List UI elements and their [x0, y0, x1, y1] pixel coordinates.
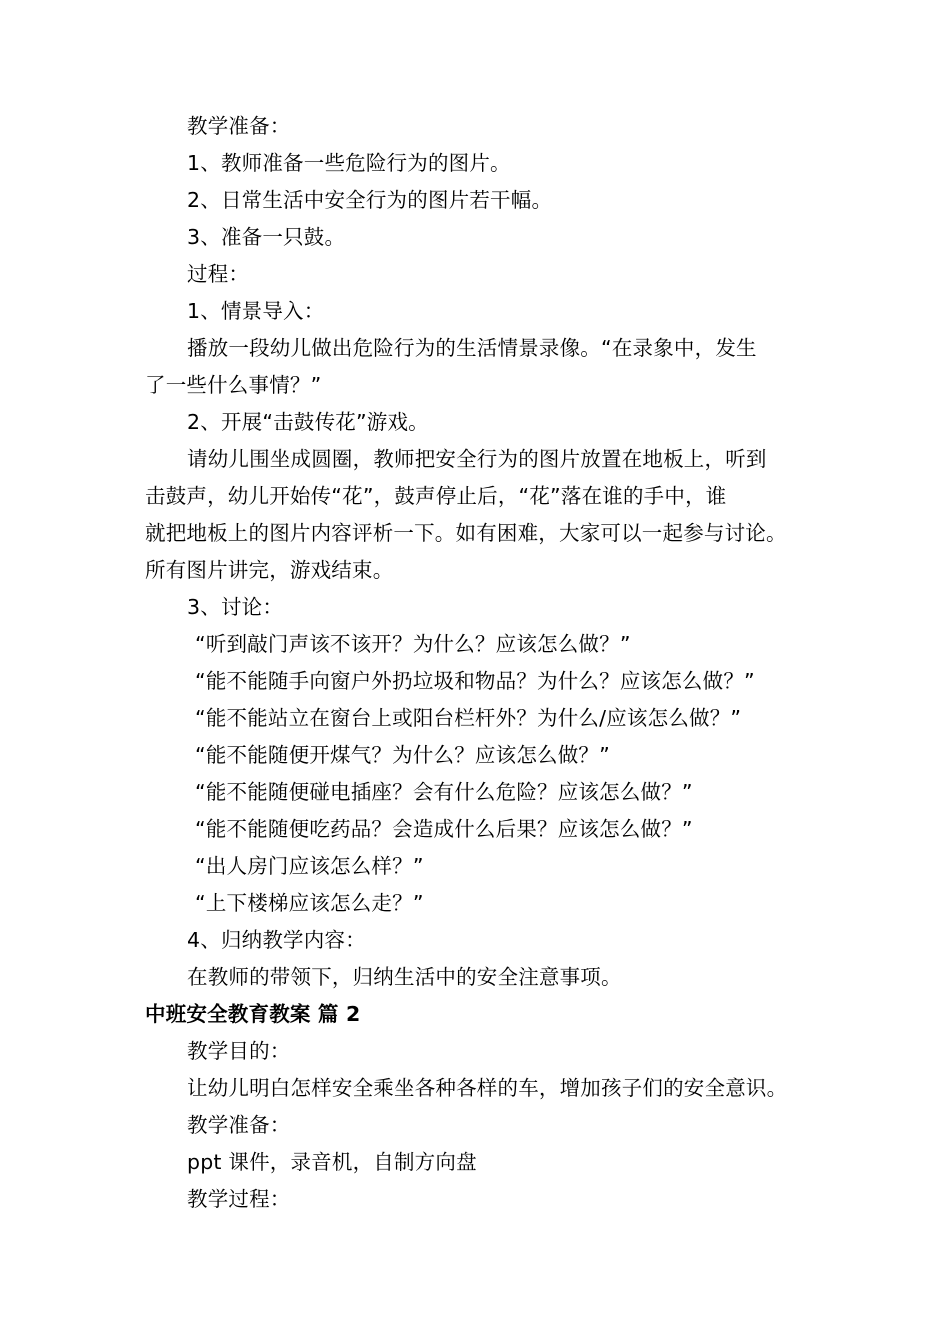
text-line: 所有图片讲完，游戏结束。 — [145, 558, 394, 582]
text-line: 教学过程： — [187, 1187, 291, 1211]
text-line: 教学准备： — [187, 114, 291, 138]
text-line: 击鼓声，幼儿开始传“花”，鼓声停止后，“花”落在谁的手中，谁 — [145, 484, 727, 508]
text-line: 1、情景导入： — [187, 299, 325, 323]
text-line: “出人房门应该怎么样？” — [195, 854, 424, 878]
text-line: 教学目的： — [187, 1039, 291, 1063]
text-line: 过程： — [187, 262, 250, 286]
text-line: 4、归纳教学内容： — [187, 928, 366, 952]
section-heading: 中班安全教育教案 篇 2 — [145, 1002, 361, 1026]
text-line: “能不能随手向窗户外扔垃圾和物品？为什么？应该怎么做？” — [195, 669, 755, 693]
text-line: 就把地板上的图片内容评析一下。如有困难，大家可以一起参与讨论。 — [145, 521, 787, 545]
text-line: “能不能随便吃药品？会造成什么后果？应该怎么做？” — [195, 817, 693, 841]
text-line: 播放一段幼儿做出危险行为的生活情景录像。“在录象中，发生 — [187, 336, 757, 360]
text-line: 让幼儿明白怎样安全乘坐各种各样的车，增加孩子们的安全意识。 — [187, 1076, 788, 1100]
text-line: 了一些什么事情？” — [145, 373, 322, 397]
text-line: 2、日常生活中安全行为的图片若干幅。 — [187, 188, 553, 212]
text-line: “能不能站立在窗台上或阳台栏杆外？为什么/应该怎么做？” — [195, 706, 742, 730]
text-line: “听到敲门声该不该开？为什么？应该怎么做？” — [195, 632, 631, 656]
text-line: 1、教师准备一些危险行为的图片。 — [187, 151, 511, 175]
text-line: 3、讨论： — [187, 595, 284, 619]
text-line: 2、开展“击鼓传花”游戏。 — [187, 410, 429, 434]
text-line: ppt 课件，录音机，自制方向盘 — [187, 1150, 477, 1174]
text-line: 请幼儿围坐成圆圈，教师把安全行为的图片放置在地板上，听到 — [187, 447, 767, 471]
text-line: 在教师的带领下，归纳生活中的安全注意事项。 — [187, 965, 622, 989]
text-line: “上下楼梯应该怎么走？” — [195, 891, 424, 915]
text-line: “能不能随便开煤气？为什么？应该怎么做？” — [195, 743, 610, 767]
text-line: 教学准备： — [187, 1113, 291, 1137]
text-line: “能不能随便碰电插座？会有什么危险？应该怎么做？” — [195, 780, 693, 804]
text-line: 3、准备一只鼓。 — [187, 225, 346, 249]
